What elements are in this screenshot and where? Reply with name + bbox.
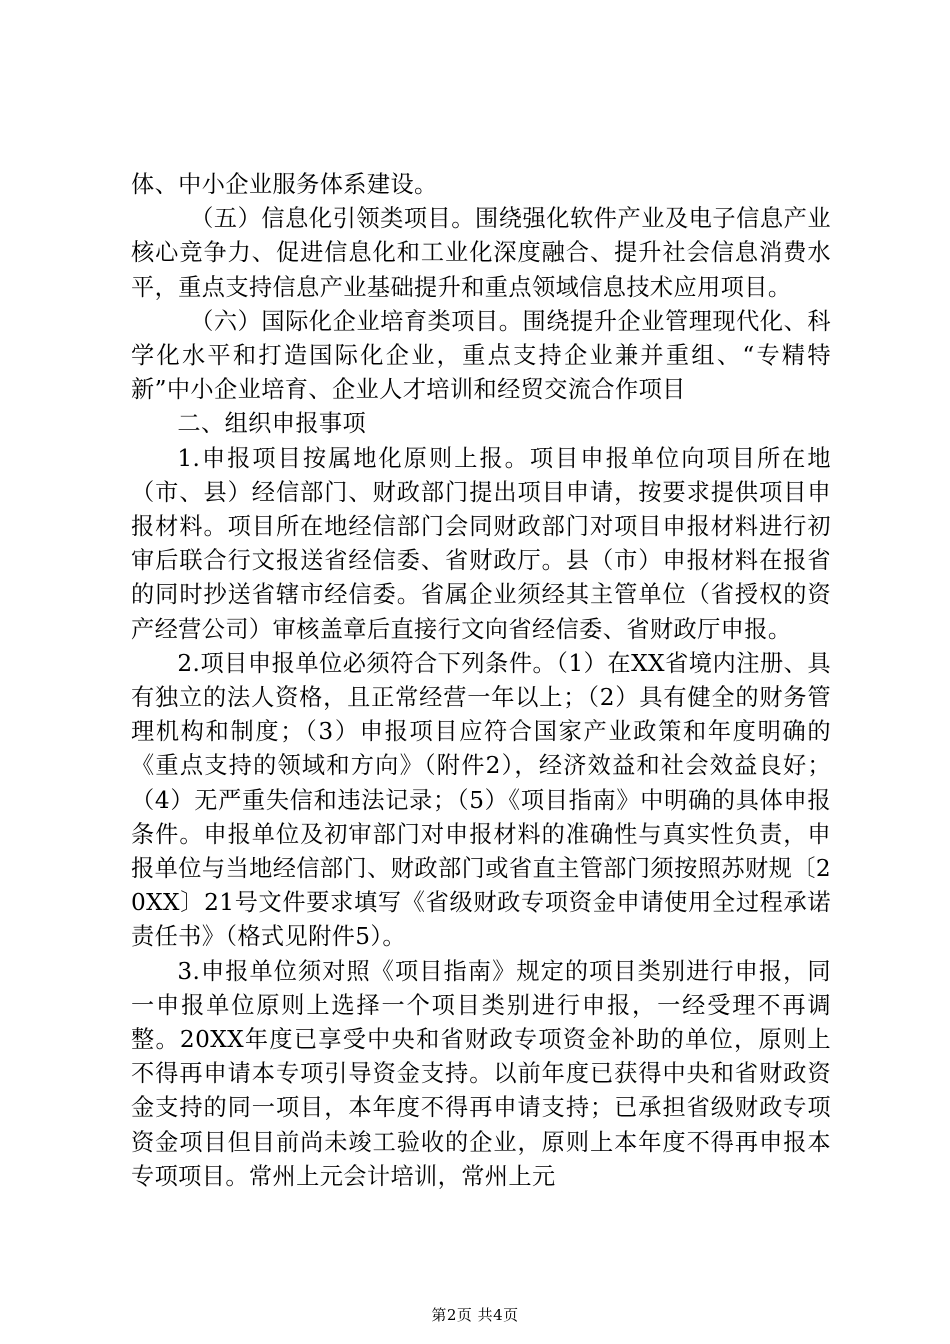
- paragraph-rule-one: 1.申报项目按属地化原则上报。项目申报单位向项目所在地（市、县）经信部门、财政部门提出项目申请，按要求提供项目申报材料。项目所在地经信部门会同财政部门对项目申报材料进行初审后联合行文报送省经信委、省财政厅。县（市）申报材料在报省的同时抄送省辖市经信委。省属企业须经其主管单位（省授权的资产经营公司）审核盖章后直接行文向省经信委、省财政厅申报。: [131, 444, 831, 643]
- paragraph-rule-three: 3.申报单位须对照《项目指南》规定的项目类别进行申报，同一申报单位原则上选择一个项目类别进行申报，一经受理不再调整。20XX年度已享受中央和省财政专项资金补助的单位，原则上不得再申请本专项引导资金支持。以前年度已获得中央和省财政资金支持的同一项目，本年度不得再申请支持；已承担省级财政专项资金项目但目前尚未竣工验收的企业，原则上本年度不得再申报本专项项目。常州上元会计培训，常州上元: [131, 957, 831, 1190]
- paragraph-item-six: （六）国际化企业培育类项目。围绕提升企业管理现代化、科学化水平和打造国际化企业，重点支持企业兼并重组、“专精特新”中小企业培育、企业人才培训和经贸交流合作项目: [131, 307, 831, 404]
- paragraph-rule-two: 2.项目申报单位必须符合下列条件。（1）在XX省境内注册、具有独立的法人资格，且正常经营一年以上；（2）具有健全的财务管理机构和制度；（3）申报项目应符合国家产业政策和年度明确的《重点支持的领域和方向》（附件2），经济效益和社会效益良好；（4）无严重失信和违法记录；（5）《项目指南》中明确的具体申报条件。申报单位及初审部门对申报材料的准确性与真实性负责，申报单位与当地经信部门、财政部门或省直主管部门须按照苏财规〔20XX〕21号文件要求填写《省级财政专项资金申请使用全过程承诺责任书》（格式见附件5）。: [131, 649, 831, 951]
- section-heading-two: 二、组织申报事项: [177, 410, 367, 438]
- document-body: [131, 168, 831, 1194]
- paragraph-continuation: 体、中小企业服务体系建设。: [131, 171, 438, 198]
- paragraph-item-five: （五）信息化引领类项目。围绕强化软件产业及电子信息产业核心竞争力、促进信息化和工业化深度融合、提升社会信息消费水平，重点支持信息产业基础提升和重点领域信息技术应用项目。: [131, 205, 831, 301]
- page-footer: 第2页 共4页: [431, 1306, 519, 1324]
